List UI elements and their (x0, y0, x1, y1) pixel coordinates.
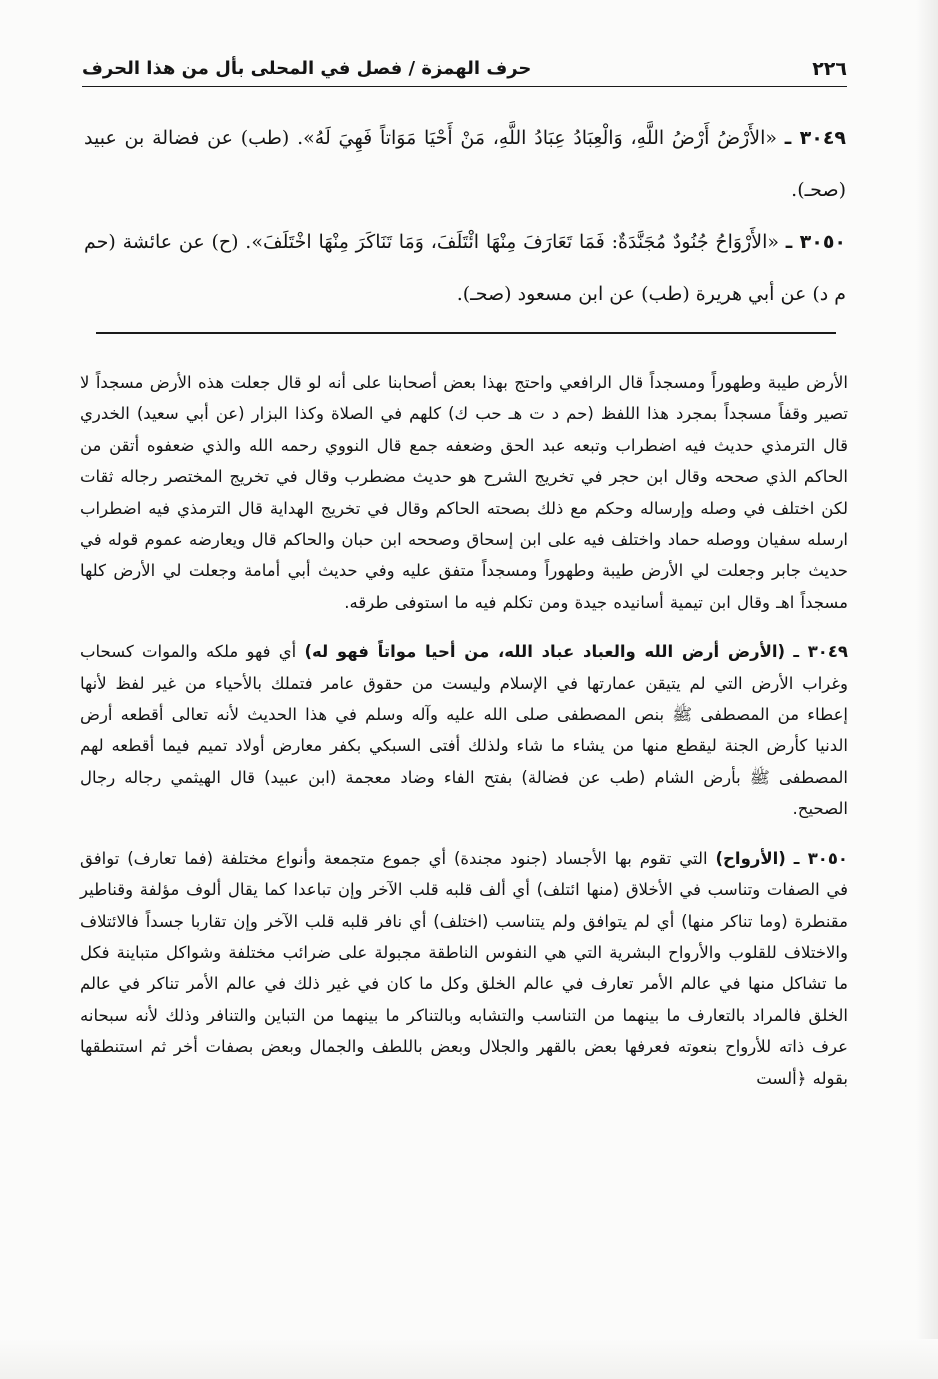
commentary-paragraph (80, 636, 848, 824)
scan-bottom-shadow (0, 1339, 938, 1379)
matn-sharh-separator (96, 332, 836, 334)
hadith-number: ٣٠٥٠ ـ (785, 231, 847, 253)
commentary-lemma: (الأرواح) (715, 848, 786, 868)
scan-edge-shadow (916, 0, 938, 1379)
page-number: ٢٢٦ (812, 58, 847, 80)
hadith-number: ٣٠٤٩ ـ (784, 127, 847, 149)
hadith-text: «الأَرْوَاحُ جُنُودٌ مُجَنَّدَةٌ: فَمَا تَعَارَفَ مِنْهَا ائْتَلَفَ، وَمَا تَنَاكَرَ مِنْهَا اخْتَلَفَ». (ح) عن عائشة (حم م د) عن أبي هريرة (طب) عن ابن مسعود (صحـ). (84, 231, 846, 305)
hadith-text: «الأَرْضُ أَرْضُ اللَّهِ، وَالْعِبَادُ عِبَادُ اللَّهِ، مَنْ أَحْيَا مَوَاتاً فَهِيَ لَهُ». (طب) عن فضالة بن عبيد (صحـ). (84, 127, 846, 201)
running-title: حرف الهمزة / فصل في المحلى بأل من هذا الحرف (82, 58, 532, 79)
commentary-paragraph (80, 843, 848, 1094)
hadith-3049 (84, 112, 846, 216)
commentary-lemma: (الأرض أرض الله والعباد عباد الله، من أحيا مواتاً فهو له) (304, 642, 786, 662)
hadith-3050 (84, 216, 846, 320)
commentary-text: أي فهو ملكه والموات كسحاب وغراب الأرض التي لم يتيقن عمارتها في الإسلام وليست من حقوق عامر فتملك بالأحياء من غير لفظ لأنها إعطاء من المصطفى ﷺ بنص المصطفى صلى الله عليه وآله وسلم في هذا الحديث لأنه تعالى أقطعه أرض الدنيا كأرض الجنة ليقطع منها من يشاء ما شاء ولذلك أفتى السبكي بكفر معارض أولاد تميم فيما أقطعه لهم المصطفى ﷺ بأرض الشام (طب عن فضالة) بفتح الفاء وضاد معجمة (ابن عبيد) قال الهيثمي رجاله رجال الصحيح. (80, 642, 848, 819)
header-rule (82, 86, 847, 87)
paragraph-gap (80, 618, 848, 636)
paragraph-gap (80, 825, 848, 843)
commentary-text: التي تقوم بها الأجساد (جنود مجندة) أي جموع متجمعة وأنواع مختلفة (فما تعارف) توافق في الصفات وتناسب في الأخلاق (منها ائتلف) أي ألف قلبه قلب الآخر وإن تباعدا كما يقال ألوف مؤلفة وقناطير مقنطرة (وما تناكر منها) أي لم يتوافق ولم يتناسب (اختلف) أي نافر قلبه قلب الآخر وإن تقاربا جسداً فالائتلاف والاختلاف للقلوب والأرواح البشرية التي هي النفوس الناطقة مجبولة على ضرائب مختلفة وشواكل متباينة فكل ما تشاكل منها في عالم الأمر تعارف في عالم الخلق وكل ما كان في غير ذلك في عالم الأمر تناكر في عالم الخلق فالمراد بالتعارف ما بينهما من التناسب والتشابه وبالتناكر ما بينهما من التباين والتنافر وذلك لأنه سبحانه عرف ذاته للأرواح بنعوته فعرفها بعض بالقهر والجلال وبعض باللطف والجمال وبعض بصفات أخر ثم استنطقها بقوله ﴿ألست (80, 848, 848, 1088)
commentary-hadith-number: ٣٠٤٩ ـ (793, 642, 848, 662)
main-text (84, 112, 846, 320)
commentary (80, 367, 848, 1094)
commentary-paragraph: الأرض طيبة وطهوراً ومسجداً قال الرافعي واحتج بهذا بعض أصحابنا على أنه لو قال جعلت هذه الأرض مسجداً لا تصير وقفاً مسجداً بمجرد هذا اللفظ (حم د ت هـ حب ك) كلهم في الصلاة وكذا البزار (عن أبي سعيد) الخدري قال الترمذي حديث فيه اضطراب وتبعه عبد الحق وضعفه جمع قال النووي رحمه الله والذي ضعفوه أتقن من الحاكم الذي صححه وقال ابن حجر في تخريج الشرح هو حديث مضطرب وقال في تخريج المختصر رجاله ثقات لكن اختلف في وصله وإرساله وحكم مع ذلك بصحته الحاكم وقال في تخريج الهداية قال الترمذي فيه اضطراب ارسله سفيان ووصله حماد واختلف فيه على ابن إسحاق وصححه ابن حبان والحاكم قال ويعارضه عموم قوله في حديث جابر وجعلت لي الأرض طيبة وطهوراً ومسجداً متفق عليه وفي حديث أبي أمامة وجعلت لي الأرض كلها مسجداً اهـ وقال ابن تيمية أسانيده جيدة ومن تكلم فيه ما استوفى طرقه. (80, 373, 848, 612)
running-header (82, 56, 847, 92)
commentary-hadith-number: ٣٠٥٠ ـ (793, 848, 849, 868)
